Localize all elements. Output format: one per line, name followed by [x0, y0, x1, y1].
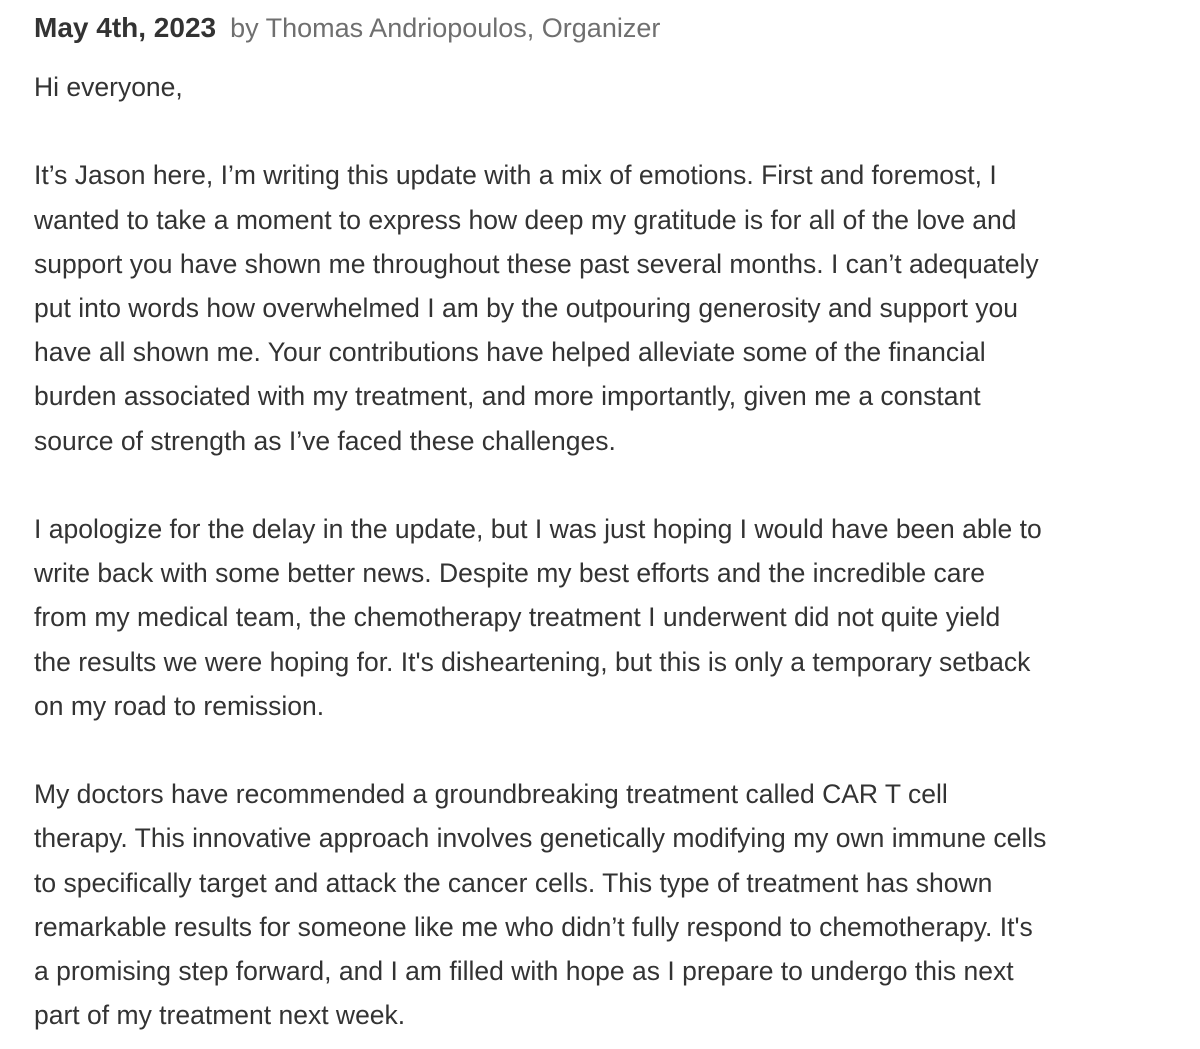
paragraph-line: source of strength as I’ve faced these challenges. [34, 425, 616, 456]
paragraph-line: I apologize for the delay in the update, but I was just hoping I would have been able to [34, 514, 1042, 544]
paragraph-line: wanted to take a moment to express how deep my gratitude is for all of the love and [34, 204, 1017, 235]
paragraph-line: on my road to remission. [34, 690, 325, 721]
paragraph-line: My doctors have recommended a groundbreaking treatment called CAR T cell [34, 779, 948, 810]
update-date: May 4th, 2023 [34, 12, 217, 43]
update-post [34, 8, 1174, 1037]
paragraph-gap [34, 728, 1174, 772]
paragraph-3 [34, 772, 1174, 1037]
paragraph-line: a promising step forward, and I am filled with hope as I prepare to undergo this next [34, 956, 1014, 987]
update-byline: by Thomas Andriopoulos, Organizer [230, 12, 661, 43]
paragraph-line: burden associated with my treatment, and more importantly, given me a constant [34, 381, 981, 412]
greeting: Hi everyone, [34, 72, 183, 102]
update-body [34, 65, 1174, 1037]
paragraph-line: support you have shown me throughout these past several months. I can’t adequately [34, 248, 1039, 279]
paragraph-gap [34, 109, 1174, 153]
paragraph-line: therapy. This innovative approach involves genetically modifying my own immune cells [34, 823, 1047, 854]
paragraph-line: to specifically target and attack the cancer cells. This type of treatment has shown [34, 867, 993, 898]
paragraph-line: write back with some better news. Despite my best efforts and the incredible care [34, 558, 986, 589]
paragraph-line: It’s Jason here, I’m writing this update with a mix of emotions. First and foremost, I [34, 160, 997, 191]
paragraph-1 [34, 153, 1174, 462]
paragraph-line: from my medical team, the chemotherapy treatment I underwent did not quite yield [34, 602, 1001, 633]
paragraph-line: the results we were hoping for. It's disheartening, but this is only a temporary setback [34, 646, 1031, 677]
update-meta [34, 8, 1174, 48]
paragraph-line: remarkable results for someone like me who didn’t fully respond to chemotherapy. It's [34, 911, 1033, 942]
paragraph-line: part of my treatment next week. [34, 1000, 406, 1031]
paragraph-gap [34, 463, 1174, 507]
paragraph-line: have all shown me. Your contributions have helped alleviate some of the financial [34, 337, 986, 368]
paragraph-2 [34, 507, 1174, 728]
paragraph-line: put into words how overwhelmed I am by the outpouring generosity and support you [34, 293, 1019, 323]
